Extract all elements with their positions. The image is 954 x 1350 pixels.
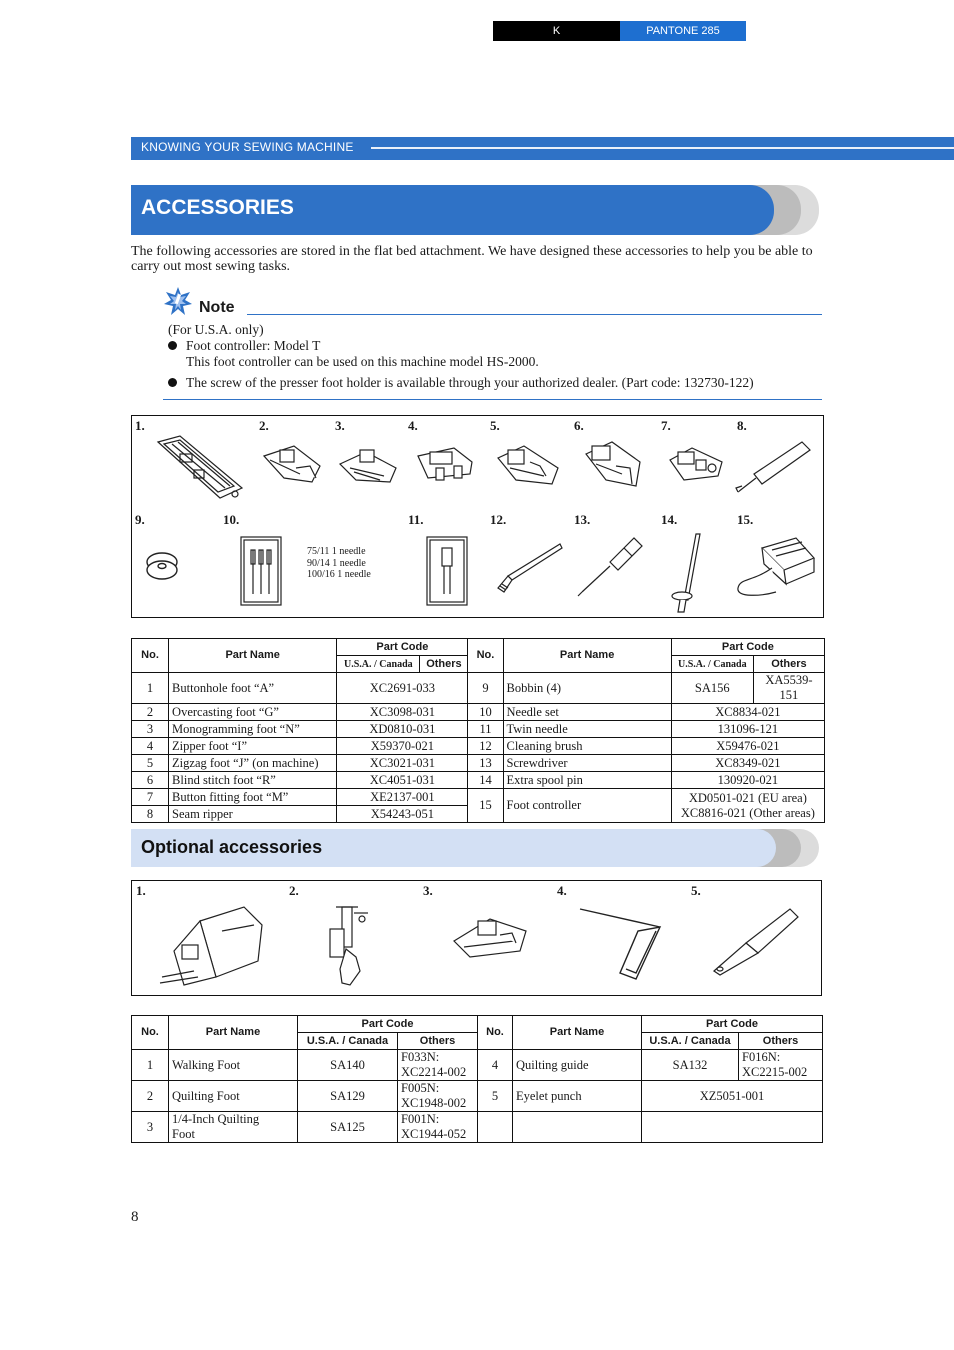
- cell-code: XD0810-031: [337, 721, 468, 738]
- col-part-code: Part Code: [298, 1016, 478, 1033]
- item-number: 13.: [574, 512, 591, 527]
- needle-sizes: [307, 546, 371, 581]
- needle-size-line: 75/11 1 needle: [307, 546, 366, 557]
- cell-name: Overcasting foot “G”: [169, 704, 337, 721]
- section-rule: [371, 147, 954, 149]
- accessories-table: [131, 638, 825, 823]
- cell-others: [398, 1081, 478, 1112]
- item-number: 6.: [574, 418, 584, 433]
- col-usa-canada: U.S.A. / Canada: [298, 1033, 398, 1050]
- col-others: Others: [398, 1033, 478, 1050]
- cell-name: Extra spool pin: [503, 772, 671, 789]
- cell-no: 5: [132, 755, 169, 772]
- table-row: [132, 673, 825, 704]
- cell-no: 1: [132, 1050, 169, 1081]
- col-part-name: Part Name: [503, 639, 671, 673]
- item-number: 14.: [661, 512, 678, 527]
- bullet-icon: [168, 341, 177, 350]
- cell-name: Buttonhole foot “A”: [169, 673, 337, 704]
- blind-stitch-foot-icon: [582, 438, 644, 490]
- cell-name: Eyelet punch: [513, 1081, 642, 1112]
- cell-name: Quilting guide: [513, 1050, 642, 1081]
- col-others: Others: [739, 1033, 823, 1050]
- item-number: 1.: [135, 418, 145, 433]
- note-heading: Note: [199, 299, 235, 316]
- col-others: Others: [420, 656, 468, 673]
- optional-title: Optional accessories: [141, 837, 323, 857]
- cell-code: 130920-021: [671, 772, 824, 789]
- cell-name: [169, 1112, 298, 1143]
- cell-empty: [478, 1112, 513, 1143]
- cell-code: X54243-051: [337, 806, 468, 823]
- table-row: [132, 1112, 823, 1143]
- table-row: [132, 1081, 823, 1112]
- walking-foot-icon: [154, 901, 266, 991]
- cell-no: 10: [468, 704, 503, 721]
- overcasting-foot-icon: [260, 442, 324, 486]
- cell-code: 131096-121: [671, 721, 824, 738]
- cell-no: 5: [478, 1081, 513, 1112]
- table-row: [132, 755, 825, 772]
- cell-usa: SA156: [671, 673, 753, 704]
- code-line: XC1948-002: [401, 1096, 467, 1110]
- bobbin-icon: [144, 548, 180, 584]
- cell-name: Foot controller: [503, 789, 671, 823]
- zigzag-foot-icon: [494, 442, 562, 488]
- note-rule: [247, 314, 822, 315]
- cell-others: [398, 1050, 478, 1081]
- item-number: 4.: [557, 883, 567, 898]
- title-banner: [131, 185, 821, 235]
- col-part-name: Part Name: [169, 1016, 298, 1050]
- col-part-code: Part Code: [337, 639, 468, 656]
- table-row: [132, 789, 825, 806]
- cell-no: 3: [132, 721, 169, 738]
- intro-paragraph: The following accessories are stored in the flat bed attachment. We have designed these accessories to help you be able to carry out most sewing tasks.: [131, 244, 813, 274]
- cell-no: 11: [468, 721, 503, 738]
- monogramming-foot-icon: [336, 446, 400, 486]
- cell-code: XC4051-031: [337, 772, 468, 789]
- cell-others: [739, 1050, 823, 1081]
- cell-no: 4: [132, 738, 169, 755]
- col-part-name: Part Name: [169, 639, 337, 673]
- optional-banner: [131, 829, 821, 867]
- quilting-guide-icon: [576, 903, 668, 983]
- code-line: XC2214-002: [401, 1065, 467, 1079]
- code-line: XC1944-052: [401, 1127, 467, 1141]
- cell-empty: [642, 1112, 823, 1143]
- needle-size-line: 90/14 1 needle: [307, 557, 366, 569]
- section-label: KNOWING YOUR SEWING MACHINE: [141, 140, 354, 154]
- note-for-usa: (For U.S.A. only): [168, 322, 264, 337]
- accessories-image-panel: [131, 415, 824, 618]
- cell-usa: SA132: [642, 1050, 739, 1081]
- col-usa-canada: U.S.A. / Canada: [671, 656, 753, 673]
- color-bar-k: K: [493, 21, 620, 41]
- code-line: F033N:: [401, 1050, 440, 1064]
- col-no: No.: [478, 1016, 513, 1050]
- col-others: Others: [753, 656, 824, 673]
- item-number: 11.: [408, 512, 424, 527]
- col-usa-canada: U.S.A. / Canada: [337, 656, 420, 673]
- cell-name: Bobbin (4): [503, 673, 671, 704]
- code-line: F001N:: [401, 1112, 440, 1126]
- cell-usa: SA140: [298, 1050, 398, 1081]
- cell-no: 2: [132, 704, 169, 721]
- item-number: 7.: [661, 418, 671, 433]
- cell-code: XZ5051-001: [642, 1081, 823, 1112]
- buttonhole-foot-icon: [150, 430, 245, 505]
- item-number: 3.: [335, 418, 345, 433]
- cell-name: Zipper foot “I”: [169, 738, 337, 755]
- note-bullet1-line1: Foot controller: Model T: [186, 338, 321, 353]
- cell-name: Quilting Foot: [169, 1081, 298, 1112]
- item-number: 1.: [136, 883, 146, 898]
- table-row: [132, 704, 825, 721]
- cell-name: Twin needle: [503, 721, 671, 738]
- cell-no: 3: [132, 1112, 169, 1143]
- cell-name: Blind stitch foot “R”: [169, 772, 337, 789]
- table-row: [132, 772, 825, 789]
- optional-image-panel: [131, 880, 822, 996]
- zipper-foot-icon: [414, 442, 476, 486]
- bullet-icon: [168, 378, 177, 387]
- needle-size-line: 100/16 1 needle: [307, 569, 371, 580]
- cell-no: 15: [468, 789, 503, 823]
- note-bottom-rule: [163, 399, 822, 400]
- item-number: 2.: [259, 418, 269, 433]
- note-bullet1-line2: This foot controller can be used on this machine model HS-2000.: [186, 354, 539, 369]
- cell-no: 12: [468, 738, 503, 755]
- cell-name: Seam ripper: [169, 806, 337, 823]
- cell-name: Zigzag foot “J” (on machine): [169, 755, 337, 772]
- cell-no: 1: [132, 673, 169, 704]
- cell-name: Needle set: [503, 704, 671, 721]
- cleaning-brush-icon: [494, 540, 566, 596]
- item-number: 12.: [490, 512, 507, 527]
- cell-no: 9: [468, 673, 503, 704]
- page-title: ACCESSORIES: [141, 196, 294, 219]
- cell-name: Button fitting foot “M”: [169, 789, 337, 806]
- item-number: 5.: [490, 418, 500, 433]
- cell-usa: SA129: [298, 1081, 398, 1112]
- cell-code: XC8349-021: [671, 755, 824, 772]
- code-line: XC2215-002: [742, 1065, 808, 1079]
- page-number: 8: [131, 1209, 139, 1225]
- cell-name: Monogramming foot “N”: [169, 721, 337, 738]
- col-part-code: Part Code: [671, 639, 824, 656]
- col-part-name: Part Name: [513, 1016, 642, 1050]
- note-icon: [163, 286, 193, 316]
- cell-no: 14: [468, 772, 503, 789]
- name-line: 1/4-Inch Quilting: [172, 1112, 260, 1126]
- optional-table: [131, 1015, 823, 1143]
- item-number: 10.: [223, 512, 240, 527]
- cell-name: Screwdriver: [503, 755, 671, 772]
- col-no: No.: [132, 639, 169, 673]
- col-usa-canada: U.S.A. / Canada: [642, 1033, 739, 1050]
- spool-pin-icon: [666, 530, 716, 616]
- col-no: No.: [132, 1016, 169, 1050]
- item-number: 9.: [135, 512, 145, 527]
- name-line: Foot: [172, 1127, 195, 1141]
- quilting-foot-icon: [322, 899, 376, 991]
- cell-code: XC3098-031: [337, 704, 468, 721]
- cell-name: Cleaning brush: [503, 738, 671, 755]
- cell-others: XA5539-151: [753, 673, 824, 704]
- quarter-inch-foot-icon: [450, 911, 530, 963]
- button-fitting-foot-icon: [666, 442, 726, 486]
- cell-code: XC8834-021: [671, 704, 824, 721]
- item-number: 8.: [737, 418, 747, 433]
- needle-set-icon: [240, 536, 282, 606]
- cell-no: 7: [132, 789, 169, 806]
- cell-usa: SA125: [298, 1112, 398, 1143]
- code-line: F005N:: [401, 1081, 440, 1095]
- cell-no: 6: [132, 772, 169, 789]
- cell-no: 2: [132, 1081, 169, 1112]
- seam-ripper-icon: [732, 434, 816, 498]
- table-row: [132, 738, 825, 755]
- table-row: [132, 721, 825, 738]
- screwdriver-icon: [574, 534, 646, 600]
- cell-code: XC3021-031: [337, 755, 468, 772]
- cell-code: [671, 789, 824, 823]
- twin-needle-icon: [426, 536, 468, 606]
- color-bar-pantone: PANTONE 285: [620, 21, 746, 41]
- cell-no: 8: [132, 806, 169, 823]
- item-number: 15.: [737, 512, 754, 527]
- section-header-band: [131, 137, 954, 160]
- code-line: XD0501-021 (EU area): [688, 790, 807, 805]
- note-bullet2: The screw of the presser foot holder is available through your authorized dealer. (Part code: 132730-122): [186, 375, 754, 390]
- cell-name: Walking Foot: [169, 1050, 298, 1081]
- code-line: F016N:: [742, 1050, 781, 1064]
- item-number: 2.: [289, 883, 299, 898]
- item-number: 4.: [408, 418, 418, 433]
- foot-controller-icon: [732, 534, 818, 604]
- cell-code: XE2137-001: [337, 789, 468, 806]
- cell-code: X59476-021: [671, 738, 824, 755]
- cell-empty: [513, 1112, 642, 1143]
- code-line: XC8816-021 (Other areas): [680, 805, 815, 820]
- cell-code: X59370-021: [337, 738, 468, 755]
- col-part-code: Part Code: [642, 1016, 823, 1033]
- cell-no: 4: [478, 1050, 513, 1081]
- cell-others: [398, 1112, 478, 1143]
- item-number: 3.: [423, 883, 433, 898]
- eyelet-punch-icon: [706, 905, 804, 977]
- item-number: 5.: [691, 883, 701, 898]
- col-no: No.: [468, 639, 503, 673]
- table-row: [132, 1050, 823, 1081]
- cell-code: XC2691-033: [337, 673, 468, 704]
- cell-no: 13: [468, 755, 503, 772]
